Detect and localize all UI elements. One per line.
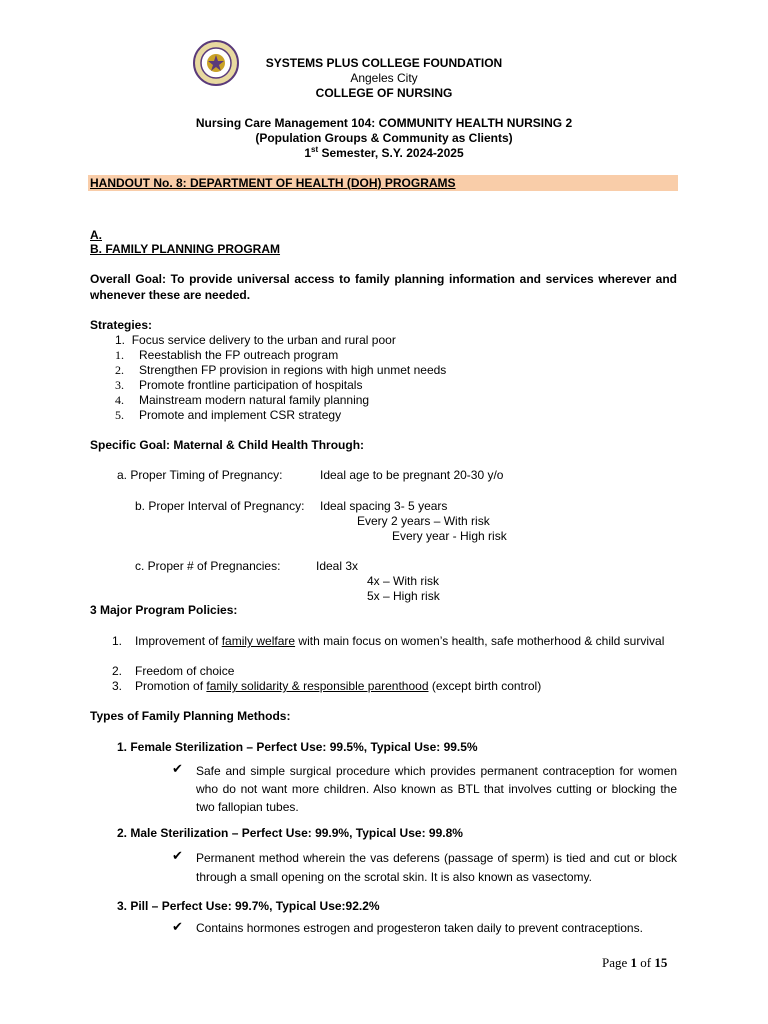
method-2-desc: Permanent method wherein the vas deferens (passage of sperm) is tied and cut or block through a small opening on the scrotal skin. It is also known as vasectomy. xyxy=(196,851,677,884)
methods-heading: Types of Family Planning Methods: xyxy=(90,709,291,723)
strategy-item: 3. Promote frontline participation of hospitals xyxy=(115,378,363,392)
check-icon: ✔ xyxy=(172,849,183,864)
goal-b-value-3: Every year - High risk xyxy=(392,529,507,543)
goal-c-value-3: 5x – High risk xyxy=(367,589,440,603)
goal-c-value: Ideal 3x xyxy=(316,559,359,573)
strategy-item: 1. Reestablish the FP outreach program xyxy=(115,348,339,362)
check-icon: ✔ xyxy=(172,762,183,777)
specific-goal-heading: Specific Goal: Maternal & Child Health Through: xyxy=(90,438,365,452)
goal-b-value-2: Every 2 years – With risk xyxy=(357,514,490,528)
check-icon: ✔ xyxy=(172,920,183,935)
policy-num: 2. xyxy=(112,664,123,678)
section-b-title: B. FAMILY PLANNING PROGRAM xyxy=(90,242,281,256)
policy-item: Promotion of family solidarity & responsible parenthood (except birth control) xyxy=(135,679,542,693)
overall-goal: Overall Goal: To provide universal access to family planning information and services wherever and whenever these are needed. xyxy=(90,272,677,302)
goal-a-value: Ideal age to be pregnant 20-30 y/o xyxy=(320,468,504,482)
goal-c-value-2: 4x – With risk xyxy=(367,574,440,588)
policies-heading: 3 Major Program Policies: xyxy=(90,603,238,617)
college-dept: COLLEGE OF NURSING xyxy=(315,86,453,100)
method-2-title: 2. Male Sterilization – Perfect Use: 99.9%, Typical Use: 99.8% xyxy=(117,826,463,840)
policy-item: Freedom of choice xyxy=(135,664,235,678)
policy-num: 3. xyxy=(112,679,123,693)
page-number: Page 1 of 15 xyxy=(602,955,668,970)
handout-title: HANDOUT No. 8: DEPARTMENT OF HEALTH (DOH) PROGRAMS xyxy=(90,176,456,190)
method-1-title: 1. Female Sterilization – Perfect Use: 99.5%, Typical Use: 99.5% xyxy=(117,740,478,754)
method-1-desc: Safe and simple surgical procedure which provides permanent contraception for women who do not want more children. Also known as BTL that involves cutting or blocking the two fallopian tubes. xyxy=(196,764,677,814)
strategy-item: 5. Promote and implement CSR strategy xyxy=(115,408,342,422)
policy-item: Improvement of family welfare with main focus on women’s health, safe motherhood & child survival xyxy=(135,634,665,648)
semester: 1st Semester, S.Y. 2024-2025 xyxy=(304,145,464,160)
college-city: Angeles City xyxy=(350,71,418,85)
strategy-item: 4. Mainstream modern natural family planning xyxy=(115,393,370,407)
college-name: SYSTEMS PLUS COLLEGE FOUNDATION xyxy=(265,56,503,70)
strategy-item: 1. Focus service delivery to the urban and rural poor xyxy=(115,333,396,347)
strategies-heading: Strategies: xyxy=(90,318,153,332)
strategy-item: 2. Strengthen FP provision in regions with high unmet needs xyxy=(115,363,447,377)
section-a: A. xyxy=(90,228,102,242)
goal-c-label: c. Proper # of Pregnancies: xyxy=(135,559,281,573)
method-3-desc: Contains hormones estrogen and progesteron taken daily to prevent contraceptions. xyxy=(196,921,643,935)
course-subtitle: (Population Groups & Community as Clients) xyxy=(255,131,513,145)
goal-b-label: b. Proper Interval of Pregnancy: xyxy=(135,499,305,513)
goal-b-value: Ideal spacing 3- 5 years xyxy=(320,499,448,513)
method-3-title: 3. Pill – Perfect Use: 99.7%, Typical Use:92.2% xyxy=(117,899,380,913)
goal-a-label: a. Proper Timing of Pregnancy: xyxy=(117,468,283,482)
policy-num: 1. xyxy=(112,634,123,648)
course-title: Nursing Care Management 104: COMMUNITY HEALTH NURSING 2 xyxy=(195,116,573,130)
